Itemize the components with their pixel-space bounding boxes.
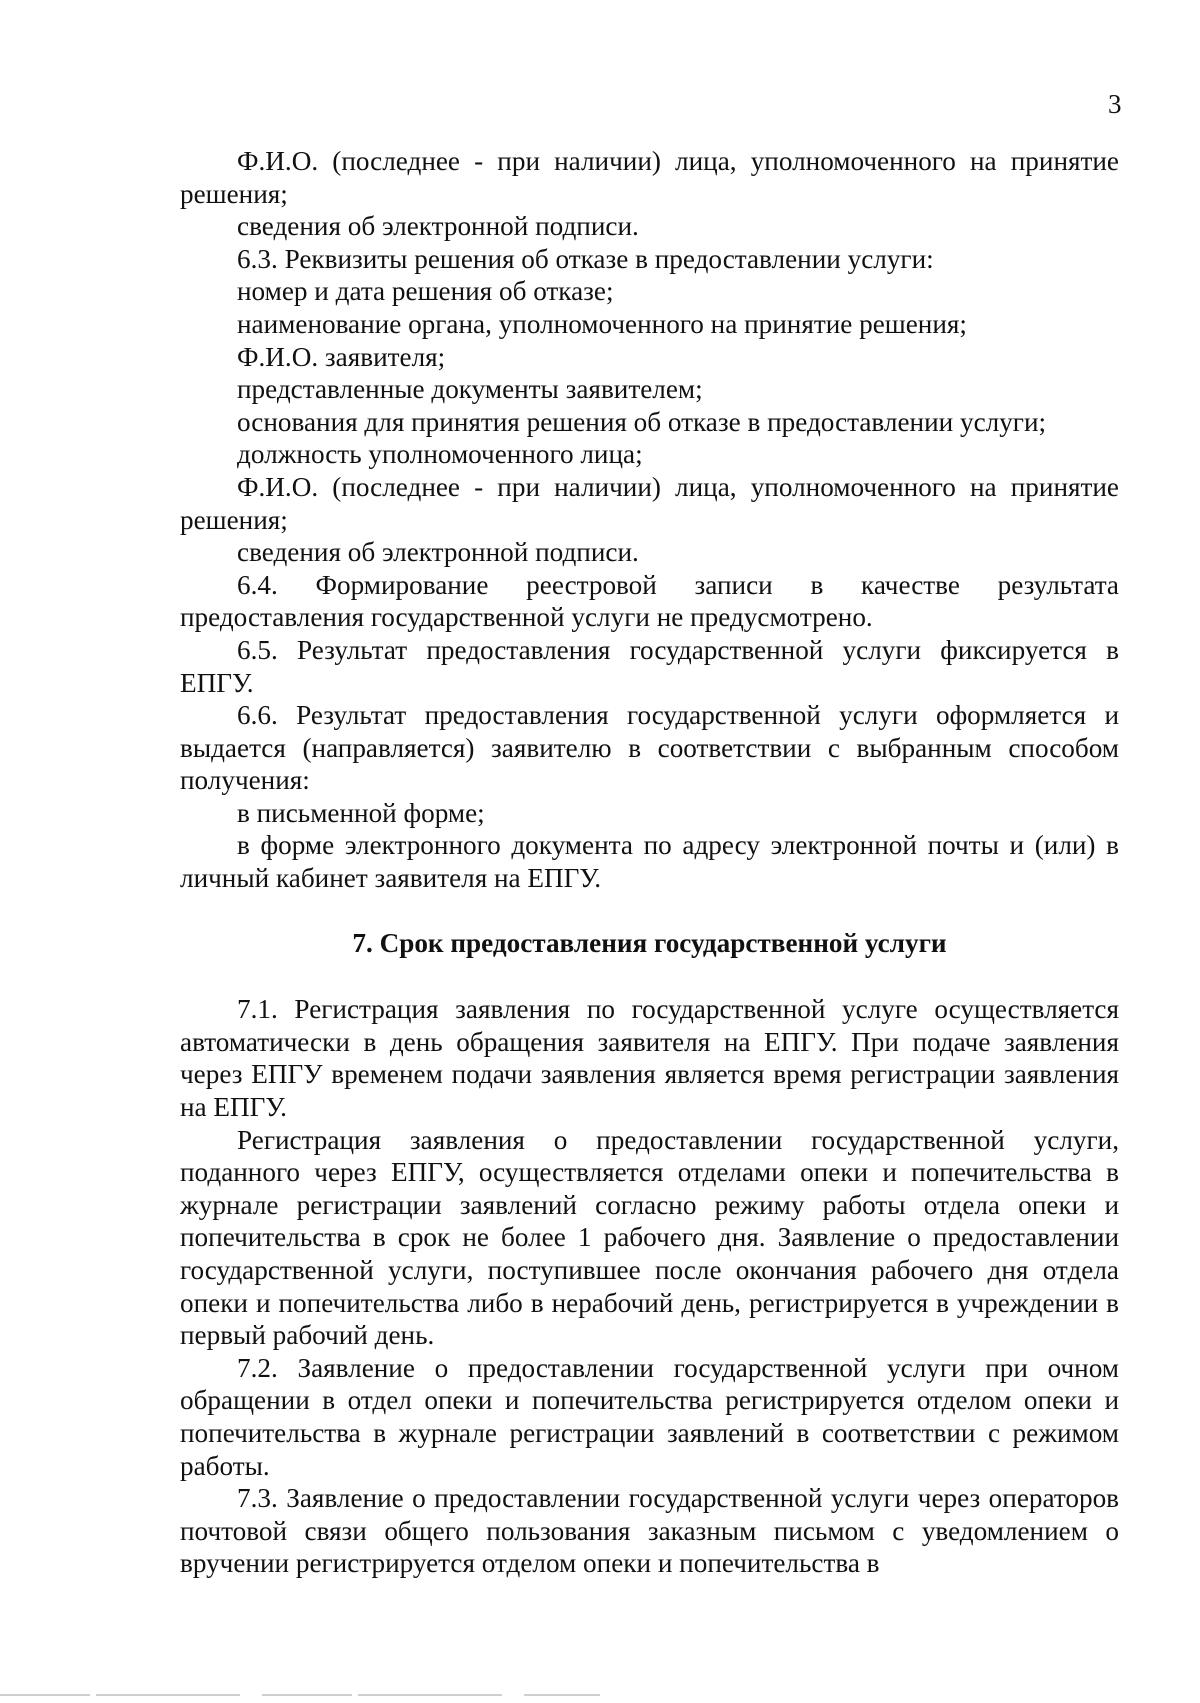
paragraph: номер и дата решения об отказе; <box>237 276 614 307</box>
paragraph: 7.1. Регистрация заявления по государственной услуге осуществляется автоматически в день обращения заявителя на ЕПГУ. При подаче заявления через ЕПГУ временем подачи заявления является время регистрации заявления на ЕПГУ. <box>180 994 1119 1123</box>
scan-bottom-edge <box>0 1694 600 1696</box>
paragraph: наименование органа, уполномоченного на принятие решения; <box>237 308 967 339</box>
paragraph: сведения об электронной подписи. <box>237 211 639 242</box>
paragraph: сведения об электронной подписи. <box>237 537 639 568</box>
document-body <box>180 145 1119 1580</box>
paragraph: 6.5. Результат предоставления государственной услуги фиксируется в ЕПГУ. <box>180 634 1119 698</box>
paragraph: Ф.И.О. заявителя; <box>237 341 446 372</box>
paragraph: основания для принятия решения об отказе в предоставлении услуги; <box>237 406 1047 437</box>
paragraph: представленные документы заявителем; <box>237 374 703 405</box>
paragraph: в форме электронного документа по адресу электронной почты и (или) в личный кабинет заявителя на ЕПГУ. <box>180 830 1119 894</box>
paragraphs-after-heading <box>180 993 1119 1580</box>
paragraph: 6.6. Результат предоставления государственной услуги оформляется и выдается (направляется) заявителю в соответствии с выбранным способом получения: <box>180 700 1119 796</box>
paragraph: 6.4. Формирование реестровой записи в качестве результата предоставления государственной услуги не предусмотрено. <box>180 569 1119 633</box>
paragraph: в письменной форме; <box>237 797 485 828</box>
section-heading: 7. Срок предоставления государственной услуги <box>352 927 947 958</box>
paragraph: 6.3. Реквизиты решения об отказе в предоставлении услуги: <box>237 243 934 274</box>
paragraph: Регистрация заявления о предоставлении государственной услуги, поданного через ЕПГУ, осуществляется отделами опеки и попечительства в журнале регистрации заявлений согласно режиму работы отдела опеки и попечительства в срок не более 1 рабочего дня. Заявление о предоставлении государственной услуги, поступившее после окончания рабочего дня отдела опеки и попечительства либо в нерабочий день, регистрируется в учреждении в первый рабочий день. <box>180 1124 1119 1351</box>
page-number: 3 <box>1108 89 1122 119</box>
paragraph: 7.2. Заявление о предоставлении государственной услуги при очном обращении в отдел опеки и попечительства регистрируется отделом опеки и попечительства в журнале регистрации заявлений в соответствии с режимом работы. <box>180 1352 1119 1481</box>
paragraph: 7.3. Заявление о предоставлении государственной услуги через операторов почтовой связи общего пользования заказным письмом с уведомлением о вручении регистрируется отделом опеки и попечительства в <box>180 1483 1119 1579</box>
paragraph: Ф.И.О. (последнее - при наличии) лица, уполномоченного на принятие решения; <box>180 471 1119 535</box>
paragraph: Ф.И.О. (последнее - при наличии) лица, уполномоченного на принятие решения; <box>180 146 1119 209</box>
paragraph: должность уполномоченного лица; <box>237 439 643 470</box>
paragraphs-before-heading <box>180 145 1119 895</box>
